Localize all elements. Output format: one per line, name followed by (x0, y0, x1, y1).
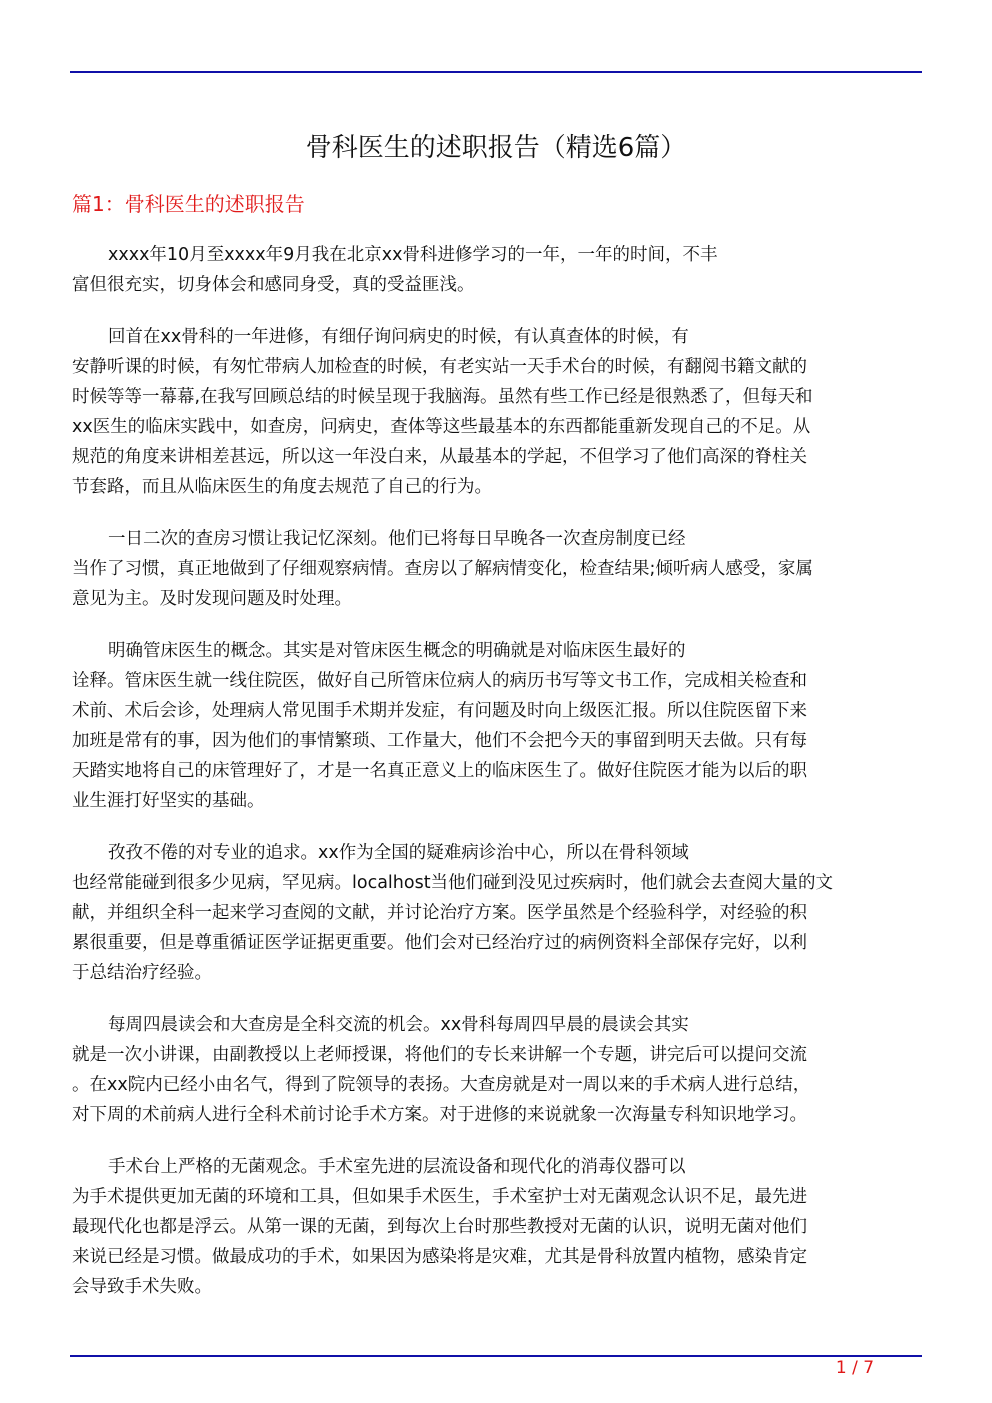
document-body (72, 240, 917, 1324)
paragraph-line: 回首在xx骨科的一年进修，有细仔询问病史的时候，有认真查体的时候，有 (108, 327, 689, 347)
paragraph (72, 1152, 917, 1302)
paragraph (72, 322, 917, 502)
paragraph-line: 一日二次的查房习惯让我记忆深刻。他们已将每日早晚各一次查房制度已经 (108, 529, 686, 549)
paragraph-line: 每周四晨读会和大查房是全科交流的机会。xx骨科每周四早晨的晨读会其实 (108, 1015, 689, 1035)
paragraph (72, 524, 917, 614)
paragraph-line: xxxx年10月至xxxx年9月我在北京xx骨科进修学习的一年，一年的时间，不丰 (108, 245, 718, 265)
paragraph-line: 诠释。管床医生就一线住院医，做好自己所管床位病人的病历书写等文书工作，完成相关检查和 (72, 671, 807, 691)
paragraph-line: 手术台上严格的无菌观念。手术室先进的层流设备和现代化的消毒仪器可以 (108, 1157, 686, 1177)
paragraph-line: 累很重要，但是尊重循证医学证据更重要。他们会对已经治疗过的病例资料全部保存完好，以利 (72, 933, 807, 953)
paragraph-line: 最现代化也都是浮云。从第一课的无菌，到每次上台时那些教授对无菌的认识，说明无菌对他们 (72, 1217, 807, 1237)
paragraph-line: 孜孜不倦的对专业的追求。xx作为全国的疑难病诊治中心，所以在骨科领域 (108, 843, 689, 863)
paragraph-line: 加班是常有的事，因为他们的事情繁琐、工作量大，他们不会把今天的事留到明天去做。只有每 (72, 731, 807, 751)
paragraph-line: 于总结治疗经验。 (72, 963, 212, 983)
paragraph-line: 来说已经是习惯。做最成功的手术，如果因为感染将是灾难，尤其是骨科放置内植物，感染肯定 (72, 1247, 807, 1267)
paragraph-line: 。在xx院内已经小由名气，得到了院领导的表扬。大查房就是对一周以来的手术病人进行总结， (72, 1075, 811, 1095)
section-heading: 篇1：骨科医生的述职报告 (72, 192, 305, 216)
paragraph-line: 规范的角度来讲相差甚远，所以这一年没白来，从最基本的学起，不但学习了他们高深的脊柱关 (72, 447, 807, 467)
paragraph (72, 240, 917, 300)
paragraph (72, 636, 917, 816)
paragraph-line: 业生涯打好坚实的基础。 (72, 791, 265, 811)
paragraph-line: 也经常能碰到很多少见病，罕见病。localhost当他们碰到没见过疾病时，他们就会去查阅大量的文 (72, 873, 834, 893)
paragraph-line: 富但很充实，切身体会和感同身受，真的受益匪浅。 (72, 275, 475, 295)
document-title: 骨科医生的述职报告（精选6篇） (305, 133, 687, 163)
paragraph-line: 献，并组织全科一起来学习查阅的文献，并讨论治疗方案。医学虽然是个经验科学，对经验的积 (72, 903, 807, 923)
paragraph-line: xx医生的临床实践中，如查房，问病史，查体等这些最基本的东西都能重新发现自己的不足。从 (72, 417, 811, 437)
header-rule (70, 71, 922, 73)
paragraph-line: 对下周的术前病人进行全科术前讨论手术方案。对于进修的来说就象一次海量专科知识地学习。 (72, 1105, 807, 1125)
paragraph-line: 会导致手术失败。 (72, 1277, 212, 1297)
paragraph-line: 意见为主。及时发现问题及时处理。 (72, 589, 352, 609)
paragraph-line: 为手术提供更加无菌的环境和工具，但如果手术医生，手术室护士对无菌观念认识不足，最先进 (72, 1187, 807, 1207)
paragraph-line: 就是一次小讲课，由副教授以上老师授课，将他们的专长来讲解一个专题，讲完后可以提问交流 (72, 1045, 807, 1065)
paragraph-line: 术前、术后会诊，处理病人常见围手术期并发症，有问题及时向上级医汇报。所以住院医留下来 (72, 701, 807, 721)
paragraph-line: 时候等等一幕幕,在我写回顾总结的时候呈现于我脑海。虽然有些工作已经是很熟悉了，但每天和 (72, 387, 813, 407)
paragraph (72, 1010, 917, 1130)
paragraph-line: 当作了习惯，真正地做到了仔细观察病情。查房以了解病情变化，检查结果;倾听病人感受，家属 (72, 559, 813, 579)
paragraph-line: 安静听课的时候，有匆忙带病人加检查的时候，有老实站一天手术台的时候，有翻阅书籍文献的 (72, 357, 807, 377)
paragraph-line: 明确管床医生的概念。其实是对管床医生概念的明确就是对临床医生最好的 (108, 641, 686, 661)
paragraph (72, 838, 917, 988)
footer-rule (70, 1355, 922, 1357)
paragraph-line: 节套路，而且从临床医生的角度去规范了自己的行为。 (72, 477, 492, 497)
paragraph-line: 天踏实地将自己的床管理好了，才是一名真正意义上的临床医生了。做好住院医才能为以后的职 (72, 761, 807, 781)
page-number: 1 / 7 (835, 1358, 875, 1378)
